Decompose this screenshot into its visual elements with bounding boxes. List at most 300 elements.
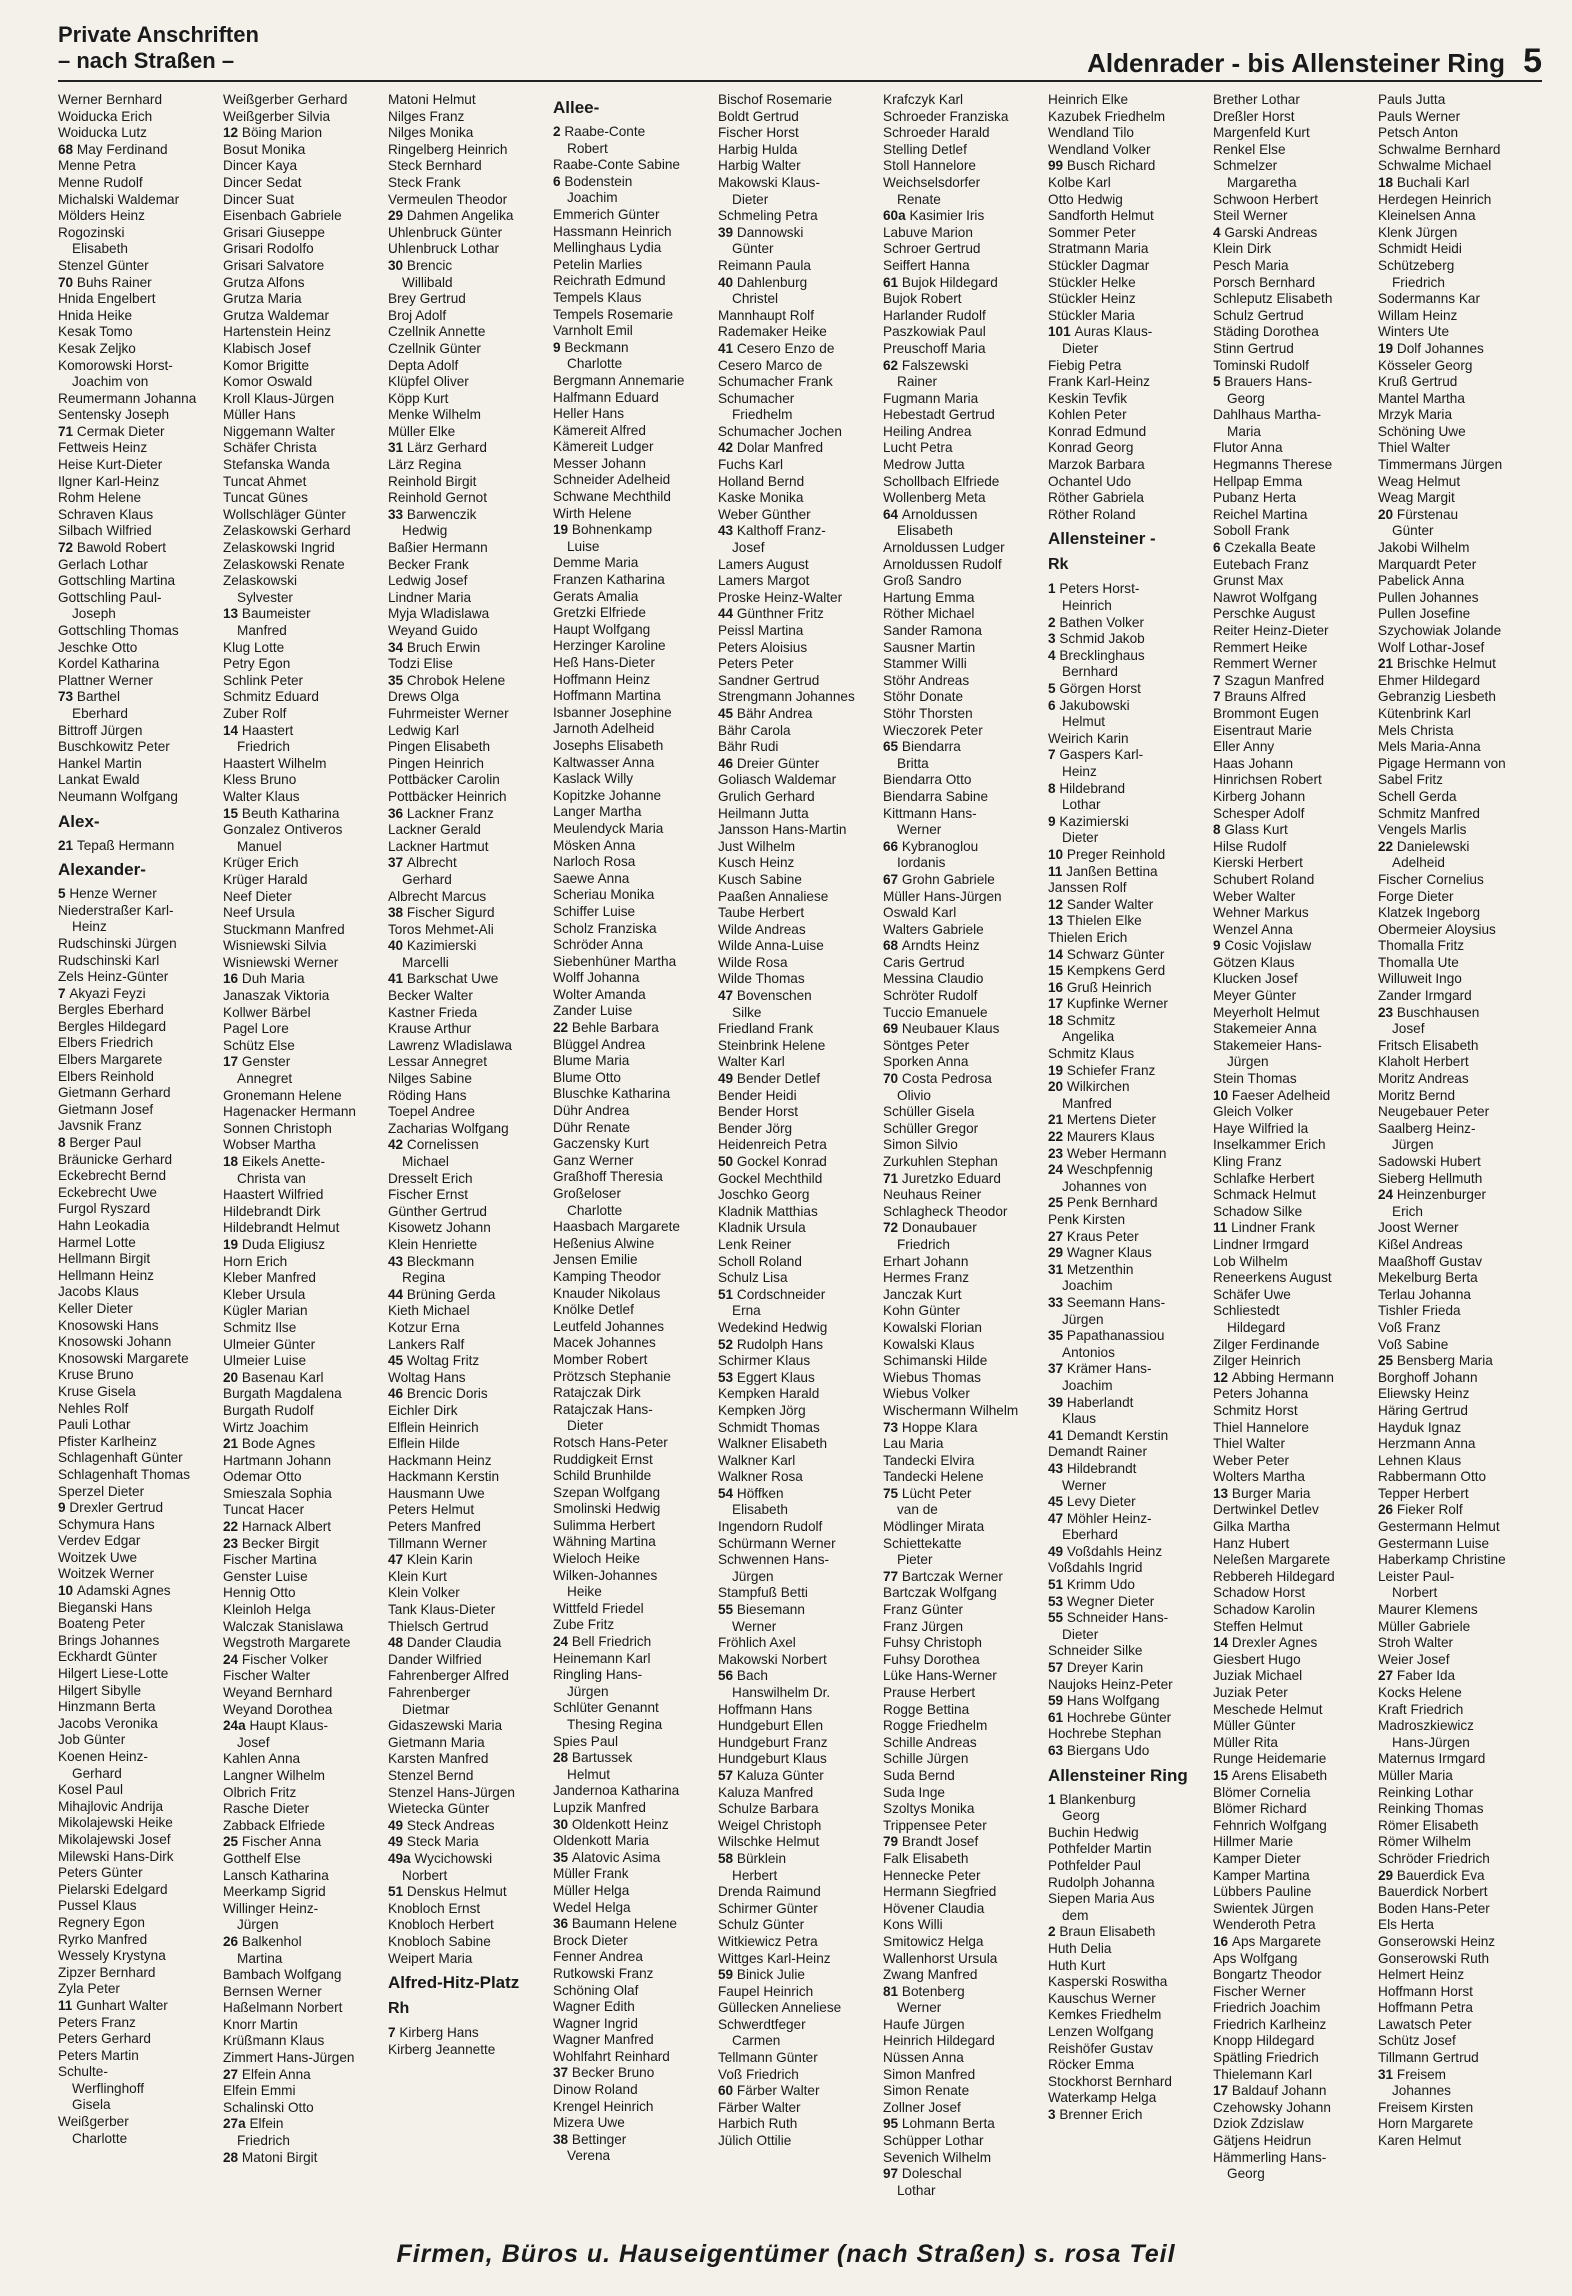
resident-entry: Thiel Walter — [1378, 440, 1451, 456]
resident-name: Mertens Dieter — [1066, 1112, 1157, 1128]
resident-name: Dreier Günter — [736, 755, 820, 771]
resident-entry: Konrad Georg — [1048, 440, 1134, 456]
resident-entry: Hartung Emma — [883, 589, 975, 605]
resident-entry: Kosel Paul — [58, 1782, 123, 1798]
resident-entry — [1048, 947, 1206, 964]
resident-name: Busch Richard — [1066, 158, 1156, 174]
resident-entry: Stinn Gertrud — [1213, 340, 1294, 356]
entry-continuation: Joachim — [1062, 1377, 1113, 1393]
resident-entry: Ulmeier Günter — [223, 1336, 316, 1352]
resident-entry — [718, 440, 876, 457]
resident-entry: Klucken Josef — [1213, 971, 1298, 987]
entry-continuation: Iordanis — [897, 855, 946, 871]
house-number: 19 — [553, 522, 572, 538]
resident-entry: Gietmann Josef — [58, 1101, 154, 1117]
resident-entry: Oldenkott Maria — [553, 1833, 649, 1849]
resident-entry: Meyerholt Helmut — [1213, 1004, 1320, 1020]
entry-continuation: Dieter — [732, 191, 769, 207]
resident-name: Demandt Kerstin — [1066, 1427, 1169, 1443]
resident-entry: Spätling Friedrich — [1213, 2050, 1319, 2066]
street-heading: Allensteiner Ring — [1048, 1765, 1188, 1785]
house-number: 27 — [223, 2066, 242, 2082]
resident-entry: Harbig Hulda — [718, 141, 798, 157]
resident-entry: Großeloser — [553, 1186, 621, 1201]
house-number: 36 — [553, 1916, 572, 1932]
resident-entry — [1048, 1162, 1206, 1179]
resident-entry: Brings Johannes — [58, 1632, 160, 1648]
resident-entry: Köpp Kurt — [388, 390, 449, 406]
resident-entry: Hayduk Ignaz — [1378, 1419, 1462, 1435]
resident-entry: Voß Friedrich — [718, 2066, 799, 2082]
resident-entry: Schadow Silke — [1213, 1203, 1303, 1219]
resident-entry — [1378, 1187, 1536, 1204]
resident-entry: Ilgner Karl-Heinz — [58, 473, 160, 489]
street-heading: Alex- — [58, 811, 100, 831]
house-number: 18 — [1378, 174, 1397, 190]
house-number: 51 — [1048, 1577, 1067, 1593]
resident-entry: Wenderoth Petra — [1213, 1917, 1316, 1933]
resident-entry — [1213, 822, 1371, 839]
resident-entry: Röther Michael — [883, 606, 975, 622]
resident-entry: Jacobs Klaus — [58, 1284, 139, 1300]
resident-entry: Schäfer Uwe — [1213, 1286, 1291, 1302]
resident-entry: Krengel Heinrich — [553, 2098, 654, 2114]
resident-entry — [58, 1583, 216, 1600]
resident-entry — [718, 1851, 876, 1868]
resident-entry: Elbers Margarete — [58, 1052, 163, 1068]
resident-entry: Leutfeld Johannes — [553, 1318, 665, 1334]
house-number: 21 — [1048, 1112, 1067, 1128]
house-number: 12 — [1048, 896, 1067, 912]
resident-entry — [1213, 1635, 1371, 1652]
resident-name: Bode Agnes — [241, 1436, 316, 1452]
resident-entry: Kastner Frieda — [388, 1004, 478, 1020]
entry-continuation: Friedrich — [897, 1236, 950, 1252]
resident-name: Abbing Hermann — [1231, 1369, 1334, 1385]
resident-entry: Hnida Heike — [58, 307, 133, 323]
resident-entry: Petsch Anton — [1378, 125, 1459, 141]
resident-entry: Krüger Harald — [223, 871, 308, 887]
resident-entry: Vengels Marlis — [1378, 822, 1467, 838]
resident-entry: Kleinloh Helga — [223, 1602, 311, 1618]
resident-name: Möhler Heinz- — [1066, 1510, 1152, 1526]
resident-name: Levy Dieter — [1066, 1494, 1136, 1510]
house-number: 71 — [883, 1170, 902, 1186]
resident-entry: Grutza Alfons — [223, 274, 305, 290]
resident-name: Buhs Rainer — [76, 274, 152, 290]
resident-entry — [553, 1634, 711, 1651]
resident-entry: Els Herta — [1378, 1917, 1434, 1933]
directory-column-8 — [1213, 92, 1371, 2232]
house-number: 72 — [58, 540, 77, 556]
resident-entry: Fischer Werner — [1213, 1983, 1306, 1999]
resident-entry: Tuncat Hacer — [223, 1502, 305, 1518]
resident-entry: Klein Kurt — [388, 1568, 447, 1584]
resident-entry: Röding Hans — [388, 1087, 467, 1103]
resident-entry: Hartenstein Heinz — [223, 324, 332, 340]
resident-entry: Gätjens Heidrun — [1213, 2133, 1312, 2149]
resident-entry: Rudolph Johanna — [1048, 1874, 1155, 1890]
house-number: 30 — [388, 257, 407, 273]
resident-entry: Moritz Andreas — [1378, 1071, 1469, 1087]
entry-continuation: Pieter — [897, 1552, 933, 1568]
resident-entry — [223, 1154, 381, 1171]
resident-name: Weber Hermann — [1066, 1145, 1167, 1161]
resident-entry: Harmel Lotte — [58, 1234, 136, 1250]
resident-entry: Mölders Heinz — [58, 208, 145, 224]
house-number: 16 — [1213, 1933, 1232, 1949]
resident-entry: Thielsch Gertrud — [388, 1618, 489, 1634]
house-number: 25 — [1378, 1353, 1397, 1369]
directory-column-2 — [223, 92, 381, 2232]
header-title-line1: Private Anschriften — [58, 22, 259, 47]
resident-entry: Thiel Hannelore — [1213, 1419, 1309, 1435]
resident-entry: Schille Jürgen — [883, 1751, 969, 1767]
resident-entry — [718, 1486, 876, 1503]
resident-entry: Grisari Salvatore — [223, 257, 325, 273]
house-number: 97 — [883, 2166, 902, 2182]
resident-entry: Scheriau Monika — [553, 887, 655, 903]
house-number: 46 — [388, 1386, 407, 1402]
resident-name: Klein Karin — [406, 1552, 473, 1568]
resident-entry: Lawrenz Wladislawa — [388, 1037, 512, 1053]
resident-entry: Preuschoff Maria — [883, 340, 986, 356]
resident-name: Haupt Klaus- — [249, 1718, 329, 1734]
resident-name: Fischer Sigurd — [406, 905, 495, 921]
resident-entry: Gretzki Elfriede — [553, 605, 646, 621]
resident-entry: Runge Heidemarie — [1213, 1751, 1327, 1767]
resident-entry: Halfmann Eduard — [553, 389, 659, 405]
resident-entry: Perschke August — [1213, 606, 1316, 622]
resident-entry: Blume Otto — [553, 1069, 621, 1085]
resident-entry — [58, 1998, 216, 2015]
resident-entry — [388, 971, 546, 988]
resident-entry: Boateng Peter — [58, 1616, 145, 1632]
resident-entry — [1048, 581, 1206, 598]
resident-entry: Menne Petra — [58, 158, 136, 174]
resident-entry: Lackner Hartmut — [388, 838, 489, 854]
resident-entry: Furgol Ryszard — [58, 1201, 151, 1217]
resident-entry — [1213, 1486, 1371, 1503]
resident-entry: Röcker Emma — [1048, 2057, 1135, 2073]
resident-entry: Steinbrink Helene — [718, 1037, 826, 1053]
resident-entry: Juziak Michael — [1213, 1668, 1303, 1684]
entry-continuation: Jürgen — [1392, 1137, 1434, 1153]
resident-entry: Walters Gabriele — [883, 921, 984, 937]
resident-entry — [1048, 1494, 1206, 1511]
resident-name: Blankenburg — [1059, 1791, 1136, 1807]
resident-entry: Mihajlovic Andrija — [58, 1798, 164, 1814]
resident-entry: Wollenberg Meta — [883, 490, 986, 506]
entry-continuation: Elisabeth — [72, 241, 128, 257]
resident-entry: Lindner Irmgard — [1213, 1236, 1309, 1252]
house-number: 18 — [223, 1154, 242, 1169]
resident-entry: Weyand Dorothea — [223, 1701, 333, 1717]
resident-entry: Gietmann Maria — [388, 1734, 485, 1750]
resident-entry: Blüggel Andrea — [553, 1036, 646, 1052]
resident-entry: Schüpper Lothar — [883, 2133, 984, 2149]
directory-column-4 — [553, 92, 711, 2232]
resident-entry: Sieberg Hellmuth — [1378, 1170, 1483, 1186]
entry-continuation: Werner — [897, 2000, 942, 2016]
resident-entry: Pussel Klaus — [58, 1898, 137, 1914]
resident-entry: Städing Dorothea — [1213, 324, 1319, 340]
house-number: 9 — [553, 339, 565, 355]
resident-name: Penk Bernhard — [1066, 1195, 1158, 1211]
resident-name: Schwarz Günter — [1066, 946, 1165, 962]
resident-entry — [1048, 1610, 1206, 1627]
house-number: 23 — [1048, 1145, 1067, 1161]
resident-name: Neubauer Klaus — [901, 1021, 1000, 1037]
resident-entry: Fahrenberger Alfred — [388, 1668, 509, 1684]
resident-entry: Kruse Gisela — [58, 1383, 136, 1399]
resident-entry: Menke Wilhelm — [388, 407, 481, 423]
resident-entry: Sabel Fritz — [1378, 772, 1443, 788]
house-number: 11 — [1213, 1220, 1232, 1236]
resident-entry: Schulz Gertrud — [1213, 307, 1304, 323]
entry-continuation: Renate — [897, 191, 941, 207]
resident-entry — [553, 1850, 711, 1867]
resident-entry: Bender Jörg — [718, 1120, 793, 1136]
resident-entry: Weber Günther — [718, 506, 811, 522]
resident-name: Becker Birgit — [241, 1535, 319, 1551]
entry-continuation: Elisabeth — [732, 1502, 788, 1518]
entry-continuation: Gerhard — [402, 871, 452, 887]
resident-entry — [1048, 814, 1206, 831]
resident-entry: Wietecka Günter — [388, 1801, 490, 1817]
house-number: 70 — [883, 1071, 902, 1087]
entry-continuation: Jürgen — [732, 1568, 774, 1584]
resident-entry: Röther Gabriela — [1048, 490, 1144, 506]
resident-entry: Thielemann Karl — [1213, 2066, 1312, 2082]
entry-continuation: Georg — [1227, 390, 1265, 406]
resident-entry — [883, 839, 1041, 856]
resident-entry: Schöning Uwe — [1378, 423, 1466, 439]
resident-entry: Müller Helga — [553, 1882, 630, 1898]
resident-entry: Kling Franz — [1213, 1154, 1282, 1169]
resident-entry: Schmidt Thomas — [718, 1419, 820, 1435]
resident-entry: Knölke Detlef — [553, 1302, 634, 1318]
resident-name: Eggert Klaus — [736, 1369, 815, 1385]
house-number: 29 — [388, 208, 407, 224]
resident-name: Eikels Anette- — [241, 1154, 326, 1169]
resident-entry: Sevenich Wilhelm — [883, 2149, 992, 2165]
house-number: 48 — [388, 1635, 407, 1651]
resident-entry: Stroh Walter — [1378, 1635, 1454, 1651]
resident-entry — [223, 1718, 381, 1735]
resident-name: Voßdahls Heinz — [1066, 1543, 1163, 1559]
resident-entry — [718, 1071, 876, 1088]
resident-entry: Pullen Josefine — [1378, 606, 1471, 622]
resident-entry: Schwalme Michael — [1378, 158, 1492, 174]
resident-entry: Lüke Hans-Werner — [883, 1668, 997, 1684]
house-number: 40 — [718, 274, 737, 290]
resident-entry: Wagner Ingrid — [553, 2015, 638, 2031]
resident-entry: Schäfer Christa — [223, 440, 317, 456]
resident-entry: Sulimma Herbert — [553, 1517, 655, 1533]
resident-name: Oldenkott Heinz — [571, 1816, 669, 1832]
resident-entry — [1378, 1353, 1536, 1370]
resident-entry — [718, 988, 876, 1005]
resident-entry: Kleber Manfred — [223, 1270, 316, 1286]
resident-entry: Weber Peter — [1213, 1452, 1290, 1468]
house-number: 49 — [388, 1817, 407, 1833]
resident-entry: Zyla Peter — [58, 1981, 120, 1997]
resident-entry: Ringling Hans- — [553, 1667, 643, 1683]
resident-entry: Nilges Franz — [388, 108, 465, 124]
resident-entry: Suda Inge — [883, 1784, 945, 1800]
resident-entry: Eckhardt Günter — [58, 1649, 157, 1665]
resident-entry: Wilken-Johannes — [553, 1567, 658, 1583]
resident-entry: Stückler Maria — [1048, 307, 1135, 323]
resident-entry — [388, 640, 546, 657]
resident-entry: Simon Renate — [883, 2083, 970, 2099]
resident-name: Falszewski — [901, 357, 969, 373]
resident-name: Rudolph Hans — [736, 1336, 824, 1352]
resident-entry: Tuncat Günes — [223, 490, 308, 506]
resident-name: Kalthoff Franz- — [736, 523, 826, 539]
resident-name: Bovenschen — [736, 988, 812, 1004]
resident-name: Wegner Dieter — [1066, 1593, 1155, 1609]
entry-continuation: Regina — [402, 1270, 446, 1286]
house-number: 34 — [388, 639, 407, 655]
resident-entry: Niggemann Walter — [223, 423, 336, 439]
resident-name: Wilkirchen — [1066, 1079, 1130, 1095]
resident-entry: Ryrko Manfred — [58, 1931, 148, 1947]
resident-entry: Dahlhaus Martha- — [1213, 407, 1322, 423]
resident-name: Jakubowski — [1059, 697, 1130, 713]
resident-entry: Pubanz Herta — [1213, 490, 1297, 506]
resident-entry: Schleputz Elisabeth — [1213, 291, 1333, 307]
resident-entry: Bartczak Wolfgang — [883, 1585, 997, 1601]
resident-entry — [718, 756, 876, 773]
resident-entry: Isbanner Josephine — [553, 704, 672, 720]
resident-entry — [223, 1934, 381, 1951]
resident-entry — [388, 938, 546, 955]
resident-entry: Regnery Egon — [58, 1914, 145, 1930]
resident-entry — [1048, 1395, 1206, 1412]
resident-entry — [1213, 1220, 1371, 1237]
resident-entry: Holland Bernd — [718, 473, 805, 489]
resident-entry: Goliasch Waldemar — [718, 772, 837, 788]
resident-entry: Kopitzke Johanne — [553, 787, 662, 803]
resident-entry: Walter Karl — [718, 1054, 785, 1070]
resident-entry: Silbach Wilfried — [58, 523, 152, 539]
resident-entry: Gonserowski Ruth — [1378, 1950, 1490, 1966]
resident-name: Binick Julie — [736, 1967, 805, 1983]
resident-entry: Reishöfer Gustav — [1048, 2040, 1154, 2056]
resident-name: Dannowski — [736, 224, 804, 240]
house-number: 22 — [223, 1519, 242, 1535]
resident-entry: Wilde Rosa — [718, 954, 788, 970]
resident-entry: Michalski Waldemar — [58, 191, 180, 207]
resident-entry: Pigage Hermann von — [1378, 755, 1506, 771]
directory-column-3 — [388, 92, 546, 2232]
resident-entry: Ehmer Hildegard — [1378, 672, 1480, 688]
resident-entry: Haastert Wilhelm — [223, 755, 327, 771]
resident-name: Bell Friedrich — [571, 1634, 652, 1650]
house-number: 56 — [718, 1668, 737, 1684]
resident-entry: Lankers Ralf — [388, 1336, 465, 1352]
resident-entry — [553, 2065, 711, 2082]
resident-entry: Suda Bernd — [883, 1767, 955, 1783]
entry-continuation: Werflinghoff — [72, 2080, 145, 2096]
resident-name: Wagner Klaus — [1066, 1245, 1152, 1261]
resident-entry: Pfister Karlheinz — [58, 1433, 157, 1449]
entry-continuation: van de — [897, 1502, 938, 1518]
resident-entry: Kladnik Ursula — [718, 1220, 806, 1236]
resident-name: Albrecht — [406, 855, 457, 871]
resident-entry: Kißel Andreas — [1378, 1236, 1463, 1252]
resident-entry: Herzmann Anna — [1378, 1436, 1476, 1452]
resident-entry: Hoffmann Petra — [1378, 2000, 1473, 2016]
resident-entry: Hennig Otto — [223, 1585, 296, 1601]
house-number: 42 — [718, 440, 737, 456]
resident-entry: Mekelburg Berta — [1378, 1270, 1478, 1286]
resident-name: Szagun Manfred — [1224, 672, 1325, 688]
resident-entry: Gestermann Luise — [1378, 1535, 1490, 1551]
entry-continuation: Dieter — [1062, 1626, 1099, 1642]
resident-entry: Siepen Maria Aus — [1048, 1891, 1155, 1907]
resident-entry: Jensen Emilie — [553, 1252, 638, 1268]
page-header — [58, 18, 1542, 82]
resident-entry: Schlüter Genannt — [553, 1700, 659, 1716]
resident-entry — [58, 838, 216, 855]
entry-continuation: Olivio — [897, 1087, 931, 1103]
resident-name: Bensberg Maria — [1396, 1353, 1493, 1369]
entry-continuation: Willibald — [402, 274, 453, 290]
resident-entry: Krüger Erich — [223, 855, 299, 871]
resident-entry: Wieloch Heike — [553, 1551, 640, 1567]
resident-entry: Kless Bruno — [223, 772, 297, 788]
house-number: 35 — [553, 1849, 572, 1865]
resident-name: Haastert — [241, 722, 294, 738]
resident-name: Thielen Elke — [1066, 913, 1142, 929]
resident-entry: Emmerich Günter — [553, 206, 660, 222]
resident-entry: Sadowski Hubert — [1378, 1154, 1481, 1169]
resident-name: Alatovic Asima — [571, 1849, 661, 1865]
resident-name: Czekalla Beate — [1224, 540, 1316, 556]
resident-entry: Fahrenberger — [388, 1685, 471, 1700]
house-number: 6 — [1213, 540, 1225, 556]
entry-continuation: Charlotte — [567, 1202, 623, 1218]
resident-entry: Wollschläger Günter — [223, 506, 346, 522]
entry-continuation: Gerhard — [72, 1765, 122, 1781]
resident-entry: Friedrich Karlheinz — [1213, 2016, 1327, 2032]
district-code: Rh — [388, 2000, 410, 2018]
resident-entry: Mödlinger Mirata — [883, 1519, 985, 1535]
resident-entry: Kemkes Friedhelm — [1048, 2007, 1162, 2023]
resident-name: Brencic Doris — [406, 1386, 488, 1402]
resident-entry: Schumacher Jochen — [718, 423, 842, 439]
resident-entry — [58, 142, 216, 159]
resident-entry: Winters Ute — [1378, 324, 1450, 340]
resident-name: Braun Elisabeth — [1059, 1924, 1156, 1940]
resident-entry: Genster Luise — [223, 1568, 308, 1584]
resident-entry: Steck Bernhard — [388, 158, 482, 174]
resident-entry: Schirmer Günter — [718, 1900, 818, 1916]
resident-name: Kybranoglou — [901, 838, 979, 854]
house-number: 41 — [388, 971, 407, 987]
resident-entry: Eckebrecht Uwe — [58, 1184, 157, 1200]
resident-entry — [223, 1370, 381, 1387]
resident-entry: Schiffer Luise — [553, 903, 636, 919]
resident-entry: Uhlenbruck Günter — [388, 224, 503, 240]
entry-continuation: Carmen — [732, 2033, 781, 2049]
resident-entry — [1048, 897, 1206, 914]
resident-entry: Graßhoff Theresia — [553, 1169, 663, 1185]
resident-entry: Nüssen Anna — [883, 2050, 964, 2066]
